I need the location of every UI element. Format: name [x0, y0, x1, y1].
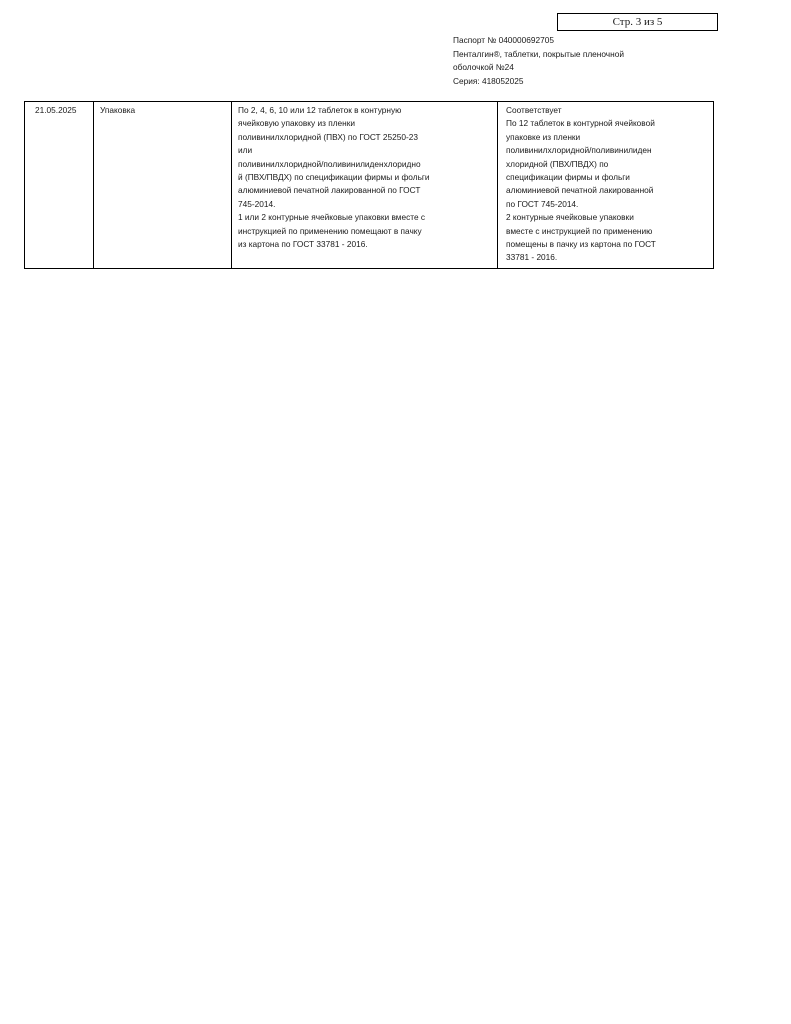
- requirement-line: инструкцией по применению помещают в пачку: [238, 225, 422, 236]
- requirement-line: й (ПВХ/ПВДХ) по спецификации фирмы и фольги: [238, 172, 430, 183]
- result-line: поливинилхлоридной/поливинилиден: [506, 145, 652, 156]
- requirement-line: или: [238, 145, 253, 156]
- date-value: 21.05.2025: [35, 105, 77, 115]
- section-cell: [94, 102, 232, 268]
- result-line: упаковке из пленки: [506, 131, 581, 142]
- result-line: По 12 таблеток в контурной ячейковой: [506, 118, 655, 129]
- result-line: Соответствует: [506, 105, 562, 115]
- requirement-line: По 2, 4, 6, 10 или 12 таблеток в контурную: [238, 105, 402, 115]
- result-line: алюминиевой печатной лакированной: [506, 185, 654, 196]
- test-results-table: [24, 101, 714, 269]
- result-cell: [498, 102, 713, 268]
- document-header: [453, 34, 723, 88]
- result-line: по ГОСТ 745-2014.: [506, 198, 579, 209]
- page-counter: Стр. 3 из 5: [557, 13, 718, 31]
- requirement-line: алюминиевой печатной лакированной по ГОСТ: [238, 185, 421, 196]
- result-line: спецификации фирмы и фольги: [506, 172, 630, 183]
- requirement-line: 1 или 2 контурные ячейковые упаковки вместе с: [238, 212, 426, 223]
- section-name: Упаковка: [100, 105, 136, 115]
- result-line: 2 контурные ячейковые упаковки: [506, 212, 634, 223]
- product-name-line-2: оболочкой №24: [453, 62, 514, 72]
- product-name-line-1: Пенталгин®, таблетки, покрытые пленочной: [453, 48, 624, 59]
- requirement-cell: [232, 102, 498, 268]
- requirement-line: поливинилхлоридной (ПВХ) по ГОСТ 25250-23: [238, 131, 418, 142]
- result-line: вместе с инструкцией по применению: [506, 225, 653, 236]
- series-number: Серия: 418052025: [453, 75, 524, 86]
- requirement-line: из картона по ГОСТ 33781 - 2016.: [238, 239, 368, 250]
- passport-number: Паспорт № 040000692705: [453, 35, 554, 45]
- requirement-line: 745-2014.: [238, 198, 276, 209]
- result-line: 33781 - 2016.: [506, 252, 558, 263]
- result-line: помещены в пачку из картона по ГОСТ: [506, 239, 656, 250]
- result-line: хлоридной (ПВХ/ПВДХ) по: [506, 158, 609, 169]
- date-cell: [25, 102, 94, 268]
- requirement-line: ячейковую упаковку из пленки: [238, 118, 356, 129]
- requirement-line: поливинилхлоридной/поливинилиденхлоридно: [238, 158, 421, 169]
